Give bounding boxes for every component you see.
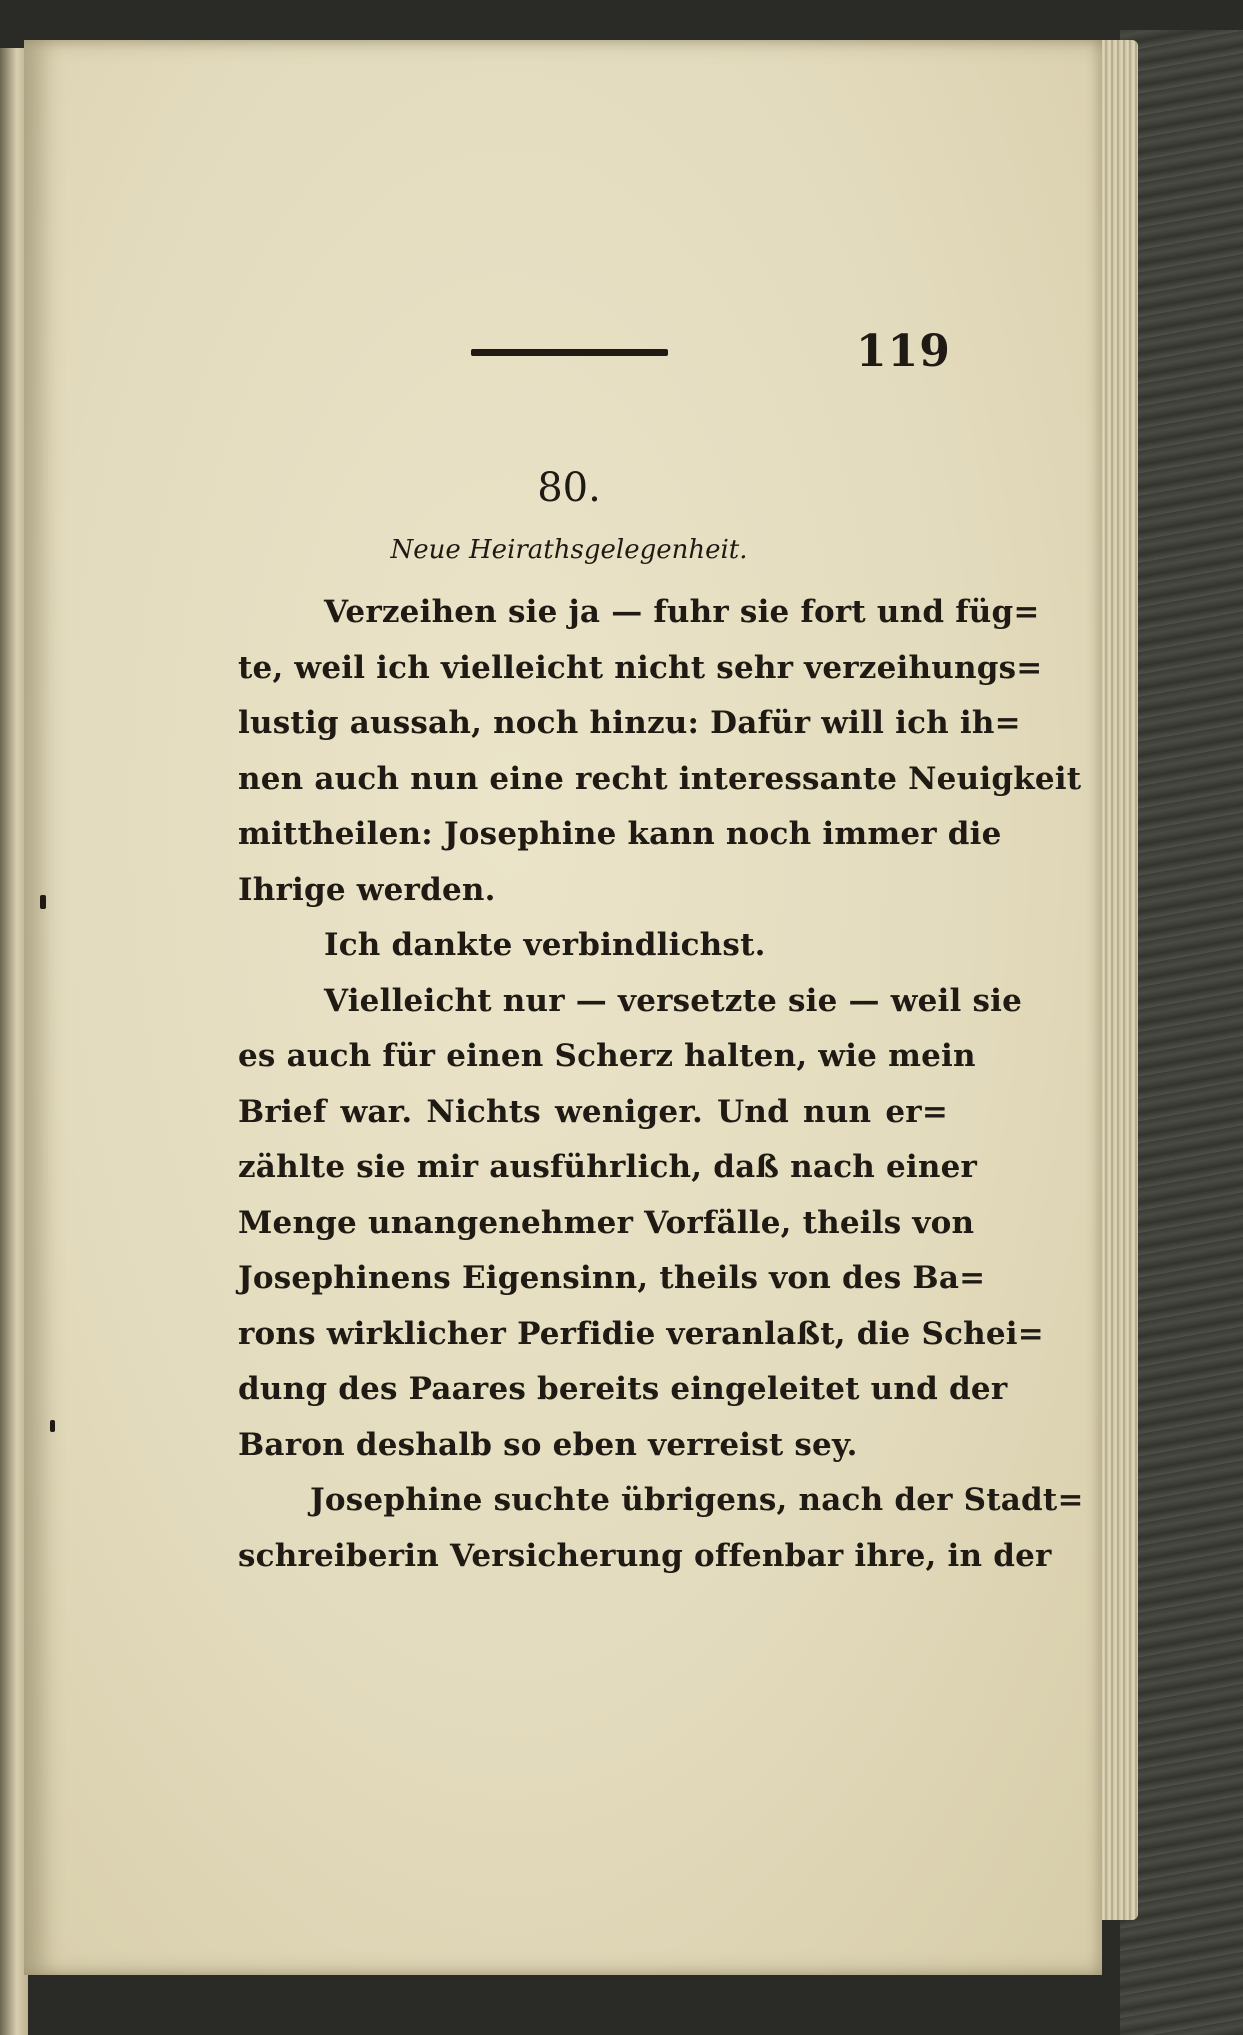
text-line: lustig aussah, noch hinzu: Dafür will ich ih=: [238, 705, 1021, 741]
text-line: mittheilen: Josephine kann noch immer die: [238, 816, 1002, 852]
text-line: Baron deshalb so eben verreist sey.: [238, 1426, 858, 1463]
book-cover-board: [1120, 30, 1243, 2035]
text-line: Josephinens Eigensinn, theils von des Ba=: [238, 1260, 986, 1296]
text-line: Josephine suchte übrigens, nach der Stadt=: [310, 1482, 1084, 1518]
section-number: 80.: [537, 465, 601, 511]
text-line: Vielleicht nur — versetzte sie — weil sie: [324, 982, 1023, 1019]
text-line: Brief war. Nichts weniger. Und nun er=: [238, 1093, 948, 1130]
section-title: Neue Heirathsgelegenheit.: [390, 535, 748, 565]
text-line: te, weil ich vielleicht nicht sehr verzeihungs=: [238, 649, 1043, 686]
book-page: [24, 40, 1102, 1975]
text-line: nen auch nun eine recht interessante Neuigkeit: [238, 760, 1082, 797]
text-line: es auch für einen Scherz halten, wie mein: [238, 1038, 976, 1074]
text-line: schreiberin Versicherung offenbar ihre, in der: [238, 1537, 1052, 1574]
margin-mark: [50, 1420, 55, 1432]
margin-mark: [40, 895, 46, 909]
body-text: [238, 585, 1084, 1584]
text-line: Menge unangenehmer Vorfälle, theils von: [238, 1204, 975, 1241]
text-line: zählte sie mir ausführlich, daß nach einer: [238, 1149, 978, 1185]
header-rule: [471, 349, 668, 356]
text-line: Ich dankte verbindlichst.: [324, 927, 766, 963]
text-line: Ihrige werden.: [238, 871, 496, 908]
text-line: Verzeihen sie ja — fuhr sie fort und füg=: [324, 594, 1040, 630]
text-line: dung des Paares bereits eingeleitet und der: [238, 1371, 1008, 1407]
text-line: rons wirklicher Perfidie veranlaßt, die Schei=: [238, 1315, 1044, 1352]
page-number: 119: [856, 326, 951, 377]
